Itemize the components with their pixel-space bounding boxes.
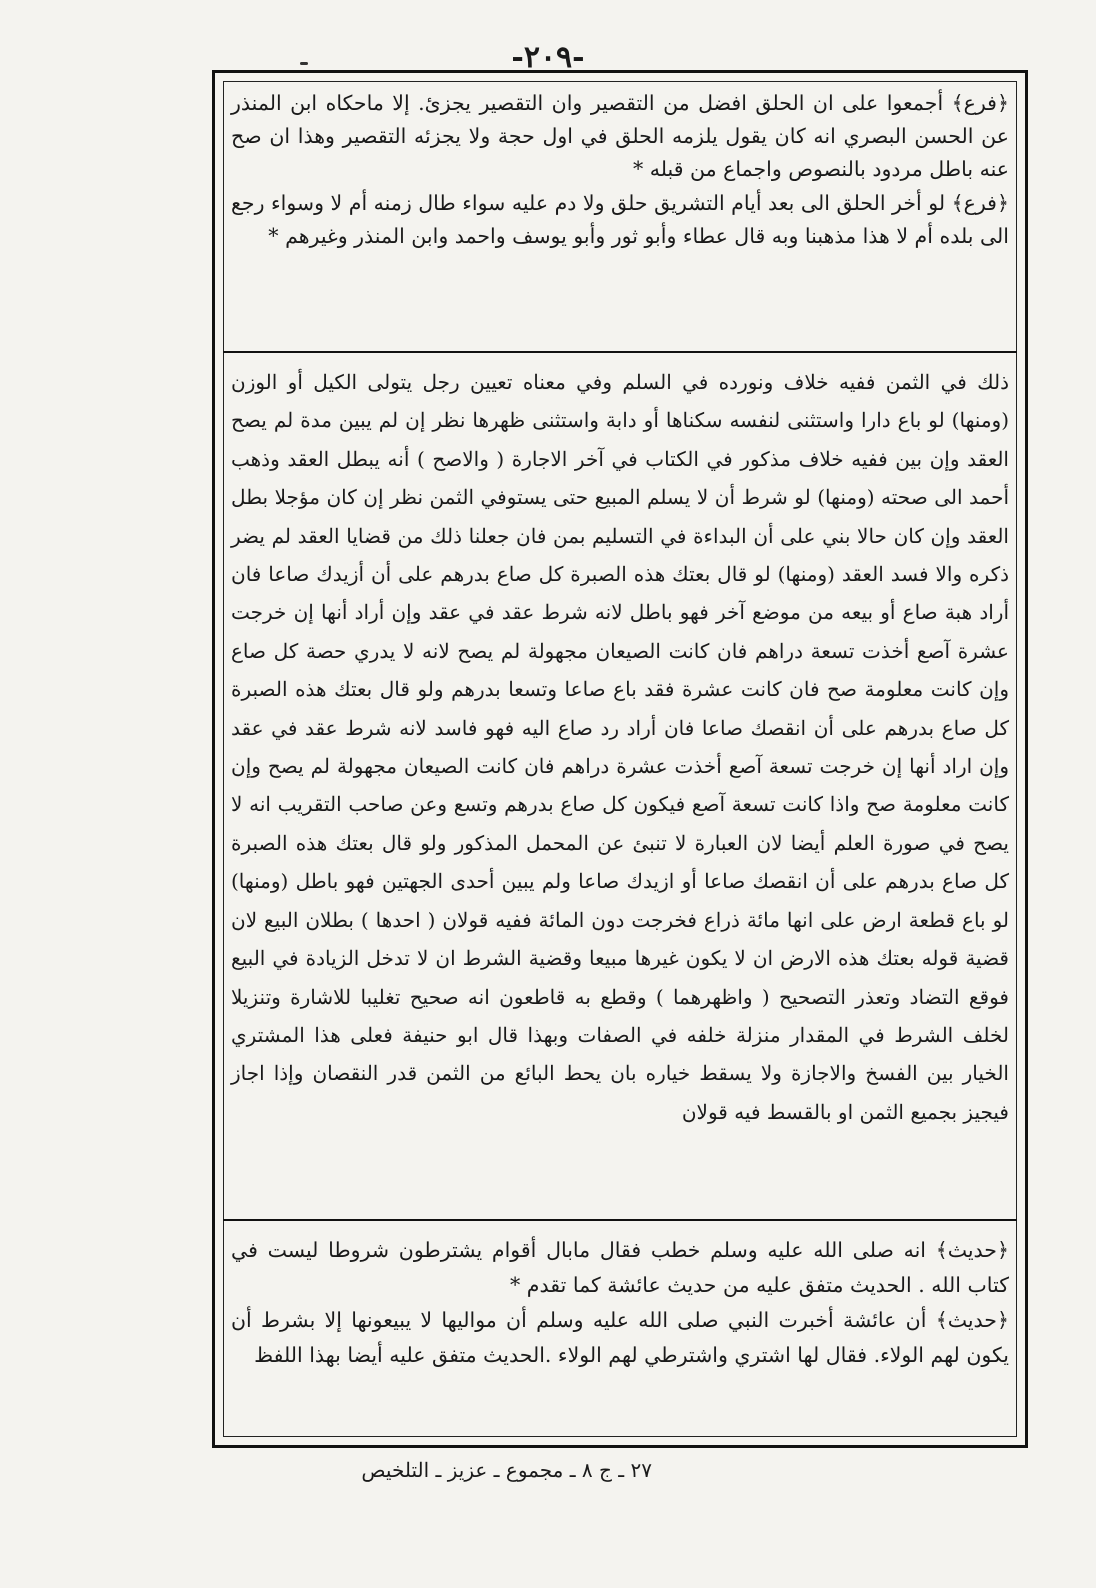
divider-top [223, 351, 1017, 353]
bottom-section [231, 1233, 1009, 1373]
hadith-paragraph-1: ﴿حديث﴾ انه صلى الله عليه وسلم خطب فقال مابال أقوام يشترطون شروطا ليست في كتاب الله . الحديث متفق عليه من حديث عائشة كما تقدم * [231, 1238, 1009, 1297]
top-section [231, 87, 1009, 253]
main-commentary-text: ذلك في الثمن ففيه خلاف ونورده في السلم وفي معناه تعيين رجل يتولى الكيل أو الوزن (ومنها) لو باع دارا واستثنى لنفسه سكناها أو دابة واستثنى ظهرها نظر إن لم يبين مدة لم يصح العقد وإن بين ففيه خلاف مذكور في الكتاب في آخر الاجارة ( والاصح ) أنه يبطل العقد وذهب أحمد الى صحته (ومنها) لو شرط أن لا يسلم المبيع حتى يستوفي الثمن نظر إن كان مؤجلا بطل العقد وإن كان حالا بني على أن البداءة في التسليم بمن فان جعلنا ذلك من قضايا العقد لم يضر ذكره والا فسد العقد (ومنها) لو قال بعتك هذه الصبرة كل صاع بدرهم على أن أزيدك صاعا فان أراد هبة صاع أو بيعه من موضع آخر فهو باطل لانه شرط عقد في عقد وإن أراد أنها إن خرجت عشرة آصع أخذت تسعة دراهم فان كانت الصيعان مجهولة لم يصح لانه لا يدري حصة كل صاع وإن كانت معلومة صح فان كانت عشرة فقد باع صاعا وتسعا بدرهم ولو قال بعتك هذه الصبرة كل صاع بدرهم على أن انقصك صاعا فان أراد رد صاع اليه فهو فاسد لانه شرط عقد في عقد وإن اراد أنها إن خرجت تسعة آصع أخذت عشرة دراهم فان كانت الصيعان مجهولة لم يصح وإن كانت معلومة صح واذا كانت تسعة آصع فيكون كل صاع بدرهم وتسع وعن صاحب التقريب انه لا يصح في صورة العلم أيضا لان العبارة لا تنبئ عن المحمل المذكور ولو قال بعتك هذه الصبرة كل صاع بدرهم على أن انقصك صاعا أو ازيدك صاعا ولم يبين أحدى الجهتين فهو باطل (ومنها) لو باع قطعة ارض على انها مائة ذراع فخرجت دون المائة ففيه قولان ( احدها ) بطلان البيع لان قضية قوله بعتك هذه الارض ان لا يكون غيرها مبيعا وقضية الشرط ان لا تدخل الزيادة في البيع فوقع التضاد وتعذر التصحيح ( واظهرهما ) وقطع به قاطعون انه صحيح تغليبا للاشارة وتنزيلا لخلف الشرط في المقدار منزلة خلفه في الصفات وبهذا قال ابو حنيفة فعلى هذا المشتري الخيار بين الفسخ والاجازة ولا يسقط خياره بان يحط البائع من الثمن قدر النقصان وإذا اجاز فيجيز بجميع الثمن او بالقسط فيه قولان [231, 370, 1009, 1124]
middle-section [231, 363, 1009, 1131]
divider-bottom [223, 1219, 1017, 1221]
top-paragraph-2: ﴿فرع﴾ لو أخر الحلق الى بعد أيام التشريق حلق ولا دم عليه سواء طال زمنه أم لا وسواء رجع الى بلده أم لا هذا مذهبنا وبه قال عطاء وأبو ثور وأبو يوسف واحمد وابن المنذر وغيرهم * [231, 190, 1009, 248]
ink-mark [300, 62, 308, 65]
hadith-paragraph-2: ﴿حديث﴾ أن عائشة أخبرت النبي صلى الله عليه وسلم أن مواليها لا يبيعونها إلا بشرط أن يكون لهم الولاء. فقال لها اشتري واشترطي لهم الولاء .الحديث متفق عليه أيضا بهذا اللفظ [231, 1308, 1009, 1367]
top-paragraph-1: ﴿فرع﴾ أجمعوا على ان الحلق افضل من التقصير وان التقصير يجزئ. إلا ماحكاه ابن المنذر عن الحسن البصري انه كان يقول يلزمه الحلق في اول حجة ولا يجزئه التقصير وهذا ان صح عنه باطل مردود بالنصوص واجماع من قبله * [231, 91, 1009, 182]
page-footer: ٢٧ ـ ج ٨ ـ مجموع ـ عزيز ـ التلخيص [361, 1458, 652, 1482]
page-frame [212, 70, 1028, 1448]
page-number: -٢٠٩- [511, 40, 585, 75]
